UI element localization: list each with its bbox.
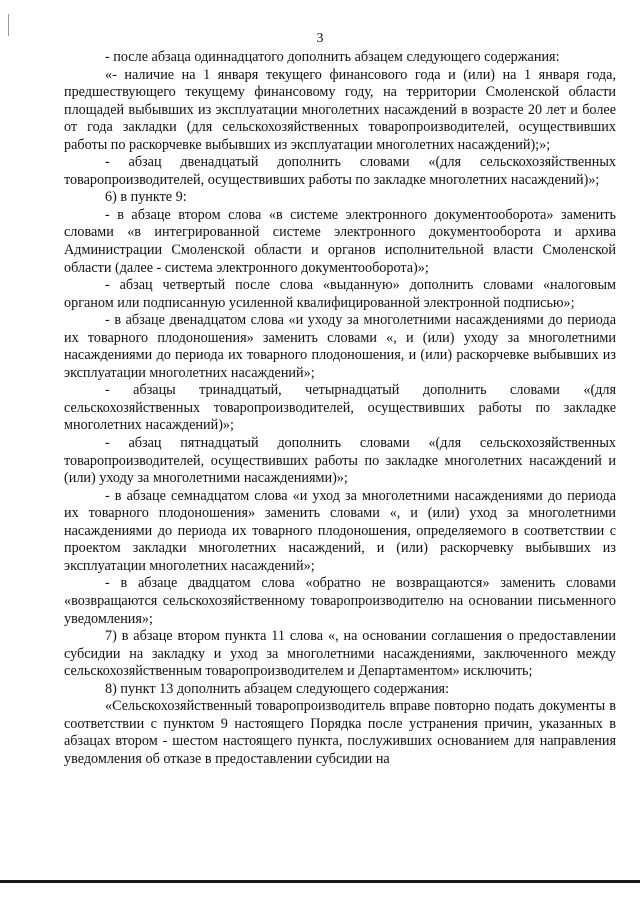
paragraph-2: «- наличие на 1 января текущего финансового года и (или) на 1 января года, предшествующего текущему финансовому году, на территории Смоленской области площадей выбывших из эксплуатации многолетних насаждений в возрасте 20 лет и более от года закладки (для сельскохозяйственных товаропроизводителей, осуществивших работы по раскорчевке выбывших из эксплуатации многолетних насаждений);»; — [64, 66, 616, 153]
paragraph-8: - абзацы тринадцатый, четырнадцатый дополнить словами «(для сельскохозяйственных товаропроизводителей, осуществивших работы по закладке многолетних насаждений)»; — [64, 382, 616, 434]
bottom-scan-border — [0, 880, 640, 883]
page-number: 3 — [316, 31, 324, 46]
paragraph-7: - в абзаце двенадцатом слова «и уходу за многолетними насаждениями до периода их товарного плодоношения» заменить словами «, и (или) уходу за многолетними насаждениями до периода их товарного плодоношения, и (или) раскорчевке выбывших из эксплуатации многолетних насаждений»; — [64, 312, 616, 381]
paragraph-3: - абзац двенадцатый дополнить словами «(для сельскохозяйственных товаропроизводителей, осуществивших работы по закладке многолетних насаждений)»; — [64, 154, 616, 188]
paragraph-12: 7) в абзаце втором пункта 11 слова «, на основании соглашения о предоставлении субсидии на закладку и уход за многолетними насаждениями, заключенного между сельскохозяйственным товаропроизводителем и Департаментом» исключить; — [64, 628, 616, 680]
paragraph-10: - в абзаце семнадцатом слова «и уход за многолетними насаждениями до периода их товарного плодоношения» заменить словами «, и (или) уход за многолетними насаждениями до периода их товарного плодоношения, определяемого в соответствии с проектом закладки многолетних насаждений, и (или) раскорчевку выбывших из эксплуатации многолетних насаждений»; — [64, 487, 616, 574]
paragraph-13: 8) пункт 13 дополнить абзацем следующего содержания: — [105, 680, 450, 697]
paragraph-1: - после абзаца одиннадцатого дополнить абзацем следующего содержания: — [105, 49, 560, 65]
paragraph-6: - абзац четвертый после слова «выданную» дополнить словами «налоговым органом или подписанную усиленной квалифицированной электронной подписью»; — [64, 277, 616, 311]
paragraph-5: - в абзаце втором слова «в системе электронного документооборота» заменить словами «в интегрированной системе электронного документооборота и архива Администрации Смоленской области и органов исполнительной власти Смоленской области (далее - система электронного документооборота)»; — [64, 206, 616, 276]
paragraph-14: «Сельскохозяйственный товаропроизводитель вправе повторно подать документы в соответствии с пунктом 9 настоящего Порядка после устранения причин, указанных в абзацах втором - шестом настоящего пункта, послуживших основанием для направления уведомления об отказе в предоставлении субсидии на — [64, 698, 616, 767]
paragraph-4: 6) в пункте 9: — [105, 189, 187, 206]
paragraph-9: - абзац пятнадцатый дополнить словами «(для сельскохозяйственных товаропроизводителей, осуществивших работы по закладке многолетних насаждений и (или) уходу за многолетними насаждениями)»; — [64, 435, 616, 487]
document-body — [64, 49, 616, 768]
paragraph-11: - в абзаце двадцатом слова «обратно не возвращаются» заменить словами «возвращаются сельскохозяйственному товаропроизводителю на основании письменного уведомления»; — [64, 575, 616, 627]
